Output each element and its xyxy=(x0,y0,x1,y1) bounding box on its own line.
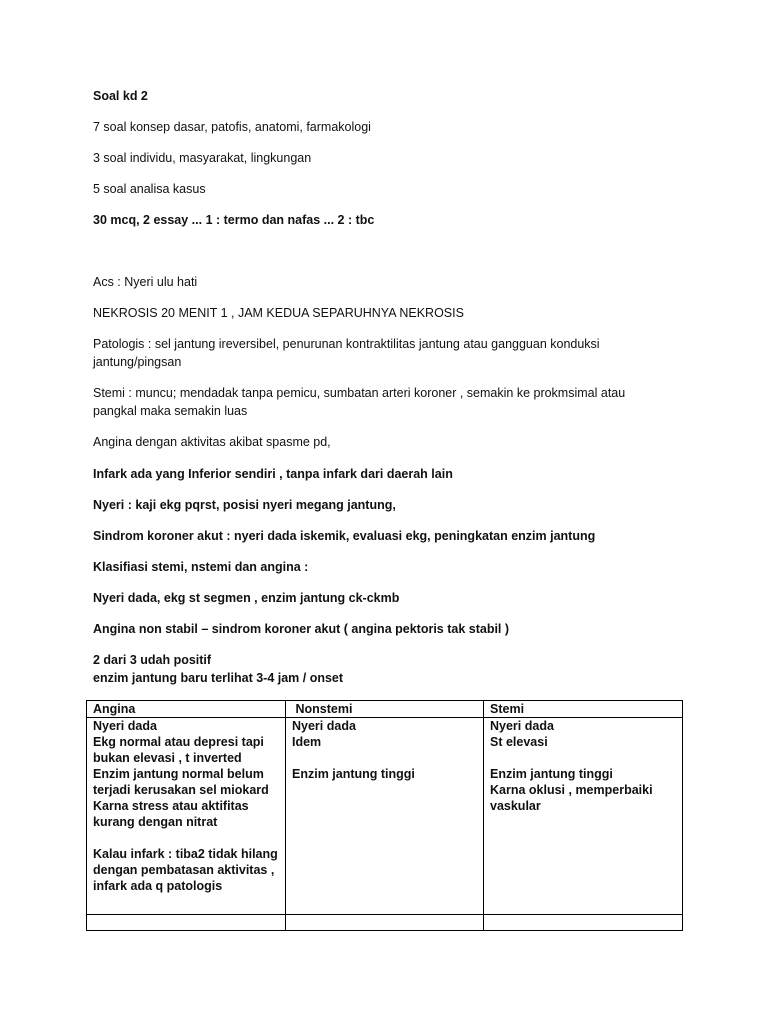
cell-line: terjadi kerusakan sel miokard xyxy=(93,783,269,797)
cell-line: Kalau infark : tiba2 tidak hilang xyxy=(93,847,278,861)
cell-line: Nyeri dada xyxy=(93,719,157,733)
cell-line xyxy=(93,830,279,846)
cell-line: bukan elevasi , t inverted xyxy=(93,751,242,765)
cell-line: Enzim jantung normal belum xyxy=(93,767,264,781)
classification-table xyxy=(86,700,683,931)
empty-cell xyxy=(286,915,484,931)
text-line: Nyeri : kaji ekg pqrst, posisi nyeri megang jantung, xyxy=(93,498,396,512)
empty-cell xyxy=(484,915,683,931)
text-line: 5 soal analisa kasus xyxy=(93,182,206,196)
text-line: NEKROSIS 20 MENIT 1 , JAM KEDUA SEPARUHNYA NEKROSIS xyxy=(93,306,464,320)
cell-line: Enzim jantung tinggi xyxy=(490,767,613,781)
cell-line: Idem xyxy=(292,735,322,749)
cell-line: Ekg normal atau depresi tapi xyxy=(93,735,264,749)
text-line: Angina non stabil – sindrom koroner akut ( angina pektoris tak stabil ) xyxy=(93,622,510,636)
cell-line: Nyeri dada xyxy=(292,719,356,733)
text-line: Klasifiasi stemi, nstemi dan angina : xyxy=(93,560,309,574)
text-line: Patologis : sel jantung ireversibel, penurunan kontraktilitas jantung atau gangguan konduksi xyxy=(93,337,600,351)
cell-line xyxy=(490,750,676,766)
text-line: Sindrom koroner akut : nyeri dada iskemik, evaluasi ekg, peningkatan enzim jantung xyxy=(93,529,596,543)
text-line: Acs : Nyeri ulu hati xyxy=(93,275,198,289)
cell-line: St elevasi xyxy=(490,735,548,749)
text-line: Infark ada yang Inferior sendiri , tanpa infark dari daerah lain xyxy=(93,467,453,481)
cell-line xyxy=(292,750,477,766)
text-line: 7 soal konsep dasar, patofis, anatomi, farmakologi xyxy=(93,120,371,134)
header-stemi: Stemi xyxy=(484,701,683,718)
cell-line: kurang dengan nitrat xyxy=(93,815,218,829)
text-line: Nyeri dada, ekg st segmen , enzim jantung ck-ckmb xyxy=(93,591,400,605)
cell-line: infark ada q patologis xyxy=(93,879,223,893)
nonstemi-cell xyxy=(286,718,484,915)
stemi-cell xyxy=(484,718,683,915)
table-header-row xyxy=(87,701,683,718)
text-line: Angina dengan aktivitas akibat spasme pd, xyxy=(93,435,331,449)
table-empty-row xyxy=(87,915,683,931)
cell-line: vaskular xyxy=(490,799,541,813)
text-line: 30 mcq, 2 essay ... 1 : termo dan nafas ... 2 : tbc xyxy=(93,213,375,227)
cell-line: Enzim jantung tinggi xyxy=(292,767,415,781)
text-line: 2 dari 3 udah positif xyxy=(93,653,212,667)
header-nonstemi: Nonstemi xyxy=(286,701,484,718)
text-line: Stemi : muncu; mendadak tanpa pemicu, sumbatan arteri koroner , semakin ke prokmsimal atau xyxy=(93,386,626,400)
text-line: pangkal maka semakin luas xyxy=(93,404,248,418)
text-line: enzim jantung baru terlihat 3-4 jam / onset xyxy=(93,671,344,685)
empty-cell xyxy=(87,915,286,931)
cell-line: Karna oklusi , memperbaiki xyxy=(490,783,653,797)
header-angina: Angina xyxy=(87,701,286,718)
text-line: 3 soal individu, masyarakat, lingkungan xyxy=(93,151,312,165)
table-row xyxy=(87,718,683,915)
cell-line: Nyeri dada xyxy=(490,719,554,733)
angina-cell xyxy=(87,718,286,915)
heading-soal: Soal kd 2 xyxy=(93,89,148,103)
text-line: jantung/pingsan xyxy=(93,355,182,369)
cell-line: dengan pembatasan aktivitas , xyxy=(93,863,275,877)
cell-line: Karna stress atau aktifitas xyxy=(93,799,249,813)
